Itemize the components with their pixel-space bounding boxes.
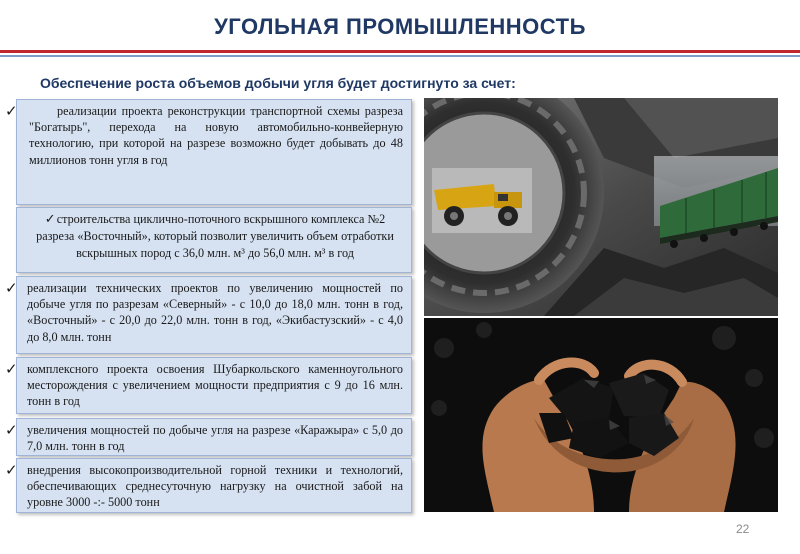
- list-item: [5, 458, 412, 513]
- coal-in-hands-illustration: [424, 318, 778, 512]
- list-item: [5, 357, 412, 414]
- checkmark-icon: ✓: [44, 212, 56, 227]
- mining-equipment-photo: [424, 98, 778, 316]
- checkmark-icon: ✓: [5, 461, 18, 479]
- list-item-text: строительства циклично-поточного вскрышного комплекса №2 разреза «Восточный», который позволит увеличить объем отработки вскрышных пород с 36,0 млн. м³ до 56,0 млн. м³ в год: [36, 212, 394, 260]
- checkmark-icon: ✓: [5, 360, 18, 378]
- checkmark-icon: ✓: [5, 421, 18, 439]
- mining-equipment-illustration: [424, 98, 778, 316]
- list-item-content: [27, 211, 403, 261]
- dump-truck: [432, 168, 532, 233]
- page-number: 22: [736, 522, 750, 536]
- list-item-text: внедрения высокопроизводительной горной техники и технологий, обеспечивающих среднесуточную нагрузку на очистной забой на уровне 3000 -:- 5000 тонн: [27, 463, 403, 510]
- page-title: УГОЛЬНАЯ ПРОМЫШЛЕННОСТЬ: [214, 14, 586, 39]
- list-item: [5, 418, 412, 456]
- section-subtitle: Обеспечение роста объемов добычи угля будет достигнуто за счет:: [40, 75, 516, 91]
- list-item: [5, 99, 412, 205]
- list-item: [16, 207, 412, 273]
- list-item: [5, 276, 412, 354]
- list-item-text: увеличения мощностей по добыче угля на разрезе «Каражыра» с 5,0 до 7,0 млн. тонн в год: [27, 423, 403, 454]
- title-divider-blue: [0, 55, 800, 57]
- checkmark-icon: ✓: [5, 102, 18, 120]
- list-item-text: комплексного проекта освоения Шубаркольского каменноугольного месторождения с увеличением мощности предприятия с 9 до 16 млн. тонн в год: [27, 362, 403, 409]
- list-item-text: реализации проекта реконструкции транспортной схемы разреза "Богатырь", перехода на новую автомобильно-конвейерную технологию, при которой на разрезе возможно будет добывать до 48 миллионов тонн угля в год: [29, 104, 403, 167]
- title-divider-red: [0, 50, 800, 53]
- coal-in-hands-photo: [424, 318, 778, 512]
- checkmark-icon: ✓: [5, 279, 18, 297]
- list-item-text: реализации технических проектов по увеличению мощностей по добыче угля по разрезам «Северный» - с 10,0 до 18,0 млн. тонн в год, «Восточный» - с 20,0 до 22,0 млн. тонн в год, «Экибастузский» - с 4,0 до 8,0 млн. тонн: [27, 281, 403, 344]
